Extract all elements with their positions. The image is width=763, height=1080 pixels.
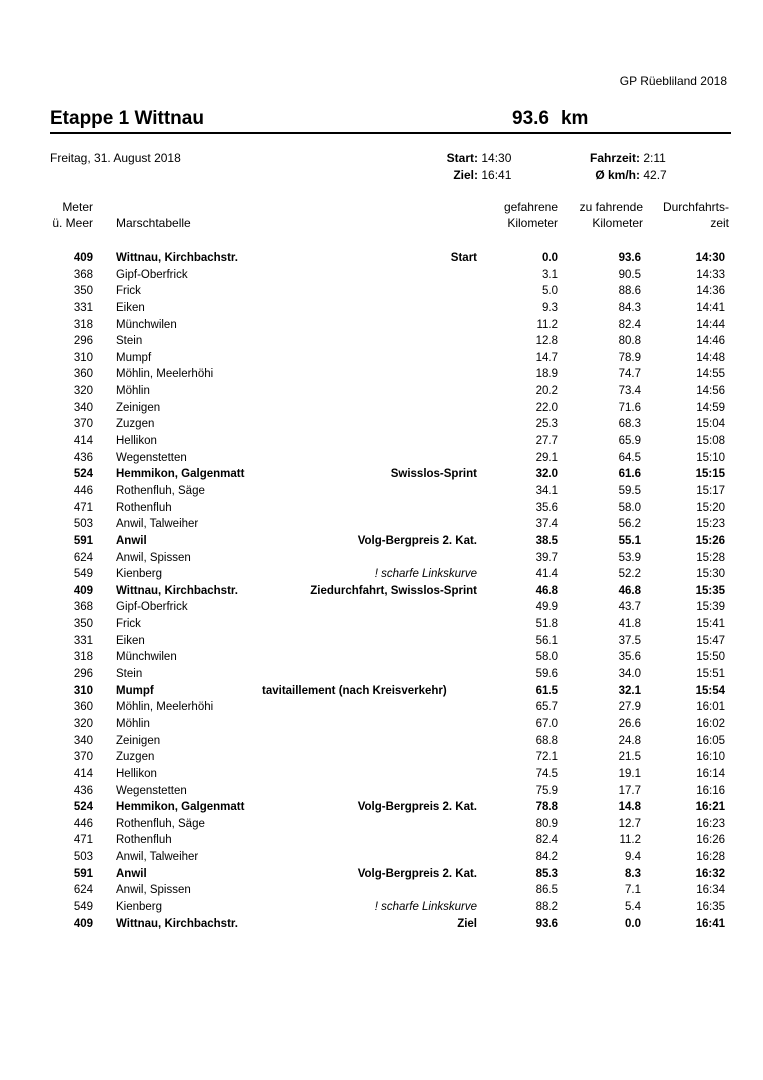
row-altitude: 446 <box>73 484 93 497</box>
row-km-remaining: 17.7 <box>618 784 641 797</box>
fahrzeit-label: Fahrzeit: <box>589 151 640 165</box>
race-name: GP Rüebliland 2018 <box>619 74 727 88</box>
row-altitude: 360 <box>73 701 93 714</box>
row-pass-time: 14:59 <box>696 401 725 414</box>
ziel-value: 16:41 <box>481 168 512 182</box>
row-km-remaining: 24.8 <box>618 734 641 747</box>
row-location: Kienberg <box>116 568 163 581</box>
row-km-ridden: 34.1 <box>535 484 558 497</box>
stage-title-row <box>50 108 730 132</box>
row-km-ridden: 12.8 <box>535 335 558 348</box>
row-location: Hemmikon, Galgenmatt <box>116 801 245 814</box>
row-location: Hellikon <box>116 435 157 448</box>
row-note: ! scharfe Linkskurve <box>374 900 477 913</box>
row-km-remaining: 71.6 <box>618 401 641 414</box>
table-row <box>0 416 763 433</box>
row-km-ridden: 78.8 <box>535 801 558 814</box>
row-km-ridden: 9.3 <box>542 301 558 314</box>
row-pass-time: 15:28 <box>696 551 725 564</box>
row-note: Volg-Bergpreis 2. Kat. <box>357 801 477 814</box>
row-altitude: 310 <box>73 351 93 364</box>
row-location: Rothenfluh, Säge <box>116 484 205 497</box>
row-location: Eiken <box>116 301 145 314</box>
table-row <box>0 433 763 450</box>
row-note: ! scharfe Linkskurve <box>374 568 477 581</box>
row-km-ridden: 39.7 <box>535 551 558 564</box>
row-location: Rothenfluh <box>116 501 172 514</box>
table-row <box>0 583 763 600</box>
row-altitude: 296 <box>73 668 93 681</box>
col-head-gefahrene <box>504 199 558 231</box>
row-location: Wegenstetten <box>116 784 187 797</box>
row-km-remaining: 41.8 <box>618 618 641 631</box>
row-location: Anwil, Talweiher <box>116 851 199 864</box>
row-location: Anwil, Spissen <box>116 884 191 897</box>
row-pass-time: 14:56 <box>696 385 725 398</box>
row-pass-time: 16:28 <box>696 851 725 864</box>
table-row <box>0 366 763 383</box>
row-altitude: 320 <box>73 385 93 398</box>
row-km-remaining: 5.4 <box>625 900 641 913</box>
row-altitude: 350 <box>73 618 93 631</box>
table-row <box>0 849 763 866</box>
row-pass-time: 16:14 <box>696 767 725 780</box>
finish-time <box>430 168 511 182</box>
row-km-remaining: 53.9 <box>618 551 641 564</box>
stage-distance <box>512 108 588 130</box>
row-altitude: 331 <box>73 634 93 647</box>
row-pass-time: 16:26 <box>696 834 725 847</box>
row-km-remaining: 90.5 <box>618 268 641 281</box>
table-row <box>0 599 763 616</box>
row-km-remaining: 0.0 <box>625 917 641 930</box>
row-km-ridden: 80.9 <box>535 817 558 830</box>
row-km-remaining: 73.4 <box>618 385 641 398</box>
row-km-ridden: 22.0 <box>535 401 558 414</box>
row-km-remaining: 55.1 <box>618 534 641 547</box>
row-km-remaining: 74.7 <box>618 368 641 381</box>
table-row <box>0 466 763 483</box>
table-row <box>0 683 763 700</box>
col-head-gefahrene-line1: gefahrene <box>503 200 558 214</box>
table-row <box>0 333 763 350</box>
row-km-remaining: 26.6 <box>618 717 641 730</box>
table-row <box>0 649 763 666</box>
row-pass-time: 16:35 <box>696 900 725 913</box>
row-km-remaining: 80.8 <box>618 335 641 348</box>
row-altitude: 318 <box>73 651 93 664</box>
table-row <box>0 832 763 849</box>
row-km-remaining: 27.9 <box>618 701 641 714</box>
table-row <box>0 699 763 716</box>
table-row <box>0 450 763 467</box>
row-pass-time: 15:17 <box>696 484 725 497</box>
stage-distance-unit: km <box>560 108 589 129</box>
kmh-label: Ø km/h: <box>595 168 640 182</box>
row-pass-time: 15:41 <box>696 618 725 631</box>
table-row <box>0 267 763 284</box>
table-row <box>0 350 763 367</box>
table-row <box>0 566 763 583</box>
row-km-remaining: 56.2 <box>618 518 641 531</box>
row-altitude: 471 <box>73 834 93 847</box>
table-row <box>0 716 763 733</box>
row-pass-time: 15:39 <box>696 601 725 614</box>
col-head-meter-line2: ü. Meer <box>52 216 93 230</box>
row-altitude: 591 <box>73 534 93 547</box>
row-km-ridden: 74.5 <box>535 767 558 780</box>
row-km-remaining: 32.1 <box>618 684 641 697</box>
row-km-ridden: 85.3 <box>535 867 558 880</box>
row-pass-time: 14:41 <box>696 301 725 314</box>
row-pass-time: 15:50 <box>696 651 725 664</box>
table-row <box>0 250 763 267</box>
row-location: Anwil, Spissen <box>116 551 191 564</box>
row-km-ridden: 84.2 <box>535 851 558 864</box>
table-row <box>0 783 763 800</box>
row-pass-time: 14:36 <box>696 285 725 298</box>
row-pass-time: 16:05 <box>696 734 725 747</box>
row-altitude: 591 <box>73 867 93 880</box>
row-km-ridden: 59.6 <box>535 668 558 681</box>
row-altitude: 370 <box>73 751 93 764</box>
row-note: Ziel <box>457 917 477 930</box>
row-km-remaining: 58.0 <box>618 501 641 514</box>
row-km-ridden: 46.8 <box>535 584 558 597</box>
row-altitude: 624 <box>73 551 93 564</box>
table-row <box>0 300 763 317</box>
row-location: Rothenfluh <box>116 834 172 847</box>
col-head-zu-fahrende-line2: Kilometer <box>592 216 643 230</box>
row-km-ridden: 65.7 <box>535 701 558 714</box>
row-altitude: 549 <box>73 900 93 913</box>
row-km-ridden: 72.1 <box>535 751 558 764</box>
table-row <box>0 500 763 517</box>
row-altitude: 318 <box>73 318 93 331</box>
row-location: Zuzgen <box>116 418 155 431</box>
row-note: Volg-Bergpreis 2. Kat. <box>357 534 477 547</box>
row-location: Wittnau, Kirchbachstr. <box>116 584 238 597</box>
row-km-remaining: 68.3 <box>618 418 641 431</box>
row-altitude: 503 <box>73 851 93 864</box>
row-note: Volg-Bergpreis 2. Kat. <box>357 867 477 880</box>
row-km-ridden: 49.9 <box>535 601 558 614</box>
table-row <box>0 866 763 883</box>
row-location: Möhlin <box>116 717 150 730</box>
table-row <box>0 882 763 899</box>
col-head-durchfahrtszeit-line2: zeit <box>710 216 729 230</box>
row-km-remaining: 93.6 <box>618 252 641 264</box>
row-altitude: 331 <box>73 301 93 314</box>
row-pass-time: 14:46 <box>696 335 725 348</box>
row-altitude: 446 <box>73 817 93 830</box>
kmh-value: 42.7 <box>643 168 667 182</box>
row-location: Frick <box>116 285 141 298</box>
row-altitude: 624 <box>73 884 93 897</box>
row-altitude: 320 <box>73 717 93 730</box>
row-location: Eiken <box>116 634 145 647</box>
row-km-remaining: 64.5 <box>618 451 641 464</box>
row-note: tavitaillement (nach Kreisverkehr) <box>262 684 447 697</box>
row-km-remaining: 52.2 <box>618 568 641 581</box>
row-pass-time: 16:41 <box>695 917 725 930</box>
row-altitude: 503 <box>73 518 93 531</box>
row-km-ridden: 0.0 <box>542 252 558 264</box>
row-altitude: 436 <box>73 451 93 464</box>
col-head-meter-line1: Meter <box>62 200 93 214</box>
row-km-remaining: 61.6 <box>618 468 641 481</box>
row-altitude: 409 <box>73 252 93 264</box>
col-head-durchfahrtszeit <box>663 199 729 231</box>
row-altitude: 414 <box>73 767 93 780</box>
row-km-remaining: 46.8 <box>618 584 641 597</box>
row-location: Hemmikon, Galgenmatt <box>116 468 245 481</box>
table-row <box>0 283 763 300</box>
col-head-meter <box>45 199 93 231</box>
row-location: Zeinigen <box>116 734 161 747</box>
row-location: Wegenstetten <box>116 451 187 464</box>
row-location: Mumpf <box>116 684 154 697</box>
row-km-remaining: 7.1 <box>625 884 641 897</box>
row-km-ridden: 29.1 <box>535 451 558 464</box>
row-pass-time: 14:33 <box>696 268 725 281</box>
row-km-ridden: 20.2 <box>535 385 558 398</box>
row-km-ridden: 75.9 <box>535 784 558 797</box>
table-row <box>0 317 763 334</box>
table-row <box>0 550 763 567</box>
row-km-remaining: 37.5 <box>618 634 641 647</box>
table-row <box>0 749 763 766</box>
row-km-ridden: 68.8 <box>535 734 558 747</box>
row-pass-time: 16:01 <box>696 701 725 714</box>
average-speed <box>576 168 667 182</box>
row-pass-time: 15:20 <box>696 501 725 514</box>
title-rule <box>50 132 731 134</box>
ziel-label: Ziel: <box>453 168 478 182</box>
row-km-remaining: 59.5 <box>618 484 641 497</box>
start-value: 14:30 <box>481 151 512 165</box>
row-location: Stein <box>116 668 143 681</box>
row-km-remaining: 9.4 <box>625 851 641 864</box>
row-pass-time: 14:44 <box>696 318 725 331</box>
row-km-remaining: 35.6 <box>618 651 641 664</box>
row-location: Rothenfluh, Säge <box>116 817 205 830</box>
row-altitude: 436 <box>73 784 93 797</box>
route-table <box>0 250 763 932</box>
col-head-gefahrene-line2: Kilometer <box>507 216 558 230</box>
row-km-remaining: 11.2 <box>619 834 641 847</box>
row-km-ridden: 11.2 <box>536 318 558 331</box>
row-km-ridden: 38.5 <box>535 534 558 547</box>
col-head-name: Marschtabelle <box>116 216 191 230</box>
row-altitude: 370 <box>73 418 93 431</box>
ride-time <box>576 151 666 165</box>
table-row <box>0 533 763 550</box>
row-km-ridden: 37.4 <box>535 518 558 531</box>
row-km-remaining: 65.9 <box>618 435 641 448</box>
row-altitude: 414 <box>73 435 93 448</box>
start-label: Start: <box>446 151 478 165</box>
row-km-ridden: 56.1 <box>535 634 558 647</box>
row-altitude: 471 <box>73 501 93 514</box>
stage-distance-value: 93.6 <box>512 108 549 129</box>
row-altitude: 524 <box>73 468 93 481</box>
row-km-ridden: 86.5 <box>535 884 558 897</box>
row-pass-time: 14:48 <box>696 351 725 364</box>
row-km-remaining: 12.7 <box>618 817 641 830</box>
start-time <box>430 151 511 165</box>
table-row <box>0 733 763 750</box>
row-altitude: 409 <box>73 584 93 597</box>
stage-title: Etappe 1 Wittnau <box>50 108 204 129</box>
row-altitude: 310 <box>73 684 93 697</box>
row-km-ridden: 35.6 <box>535 501 558 514</box>
row-km-ridden: 41.4 <box>535 568 558 581</box>
row-km-ridden: 82.4 <box>535 834 558 847</box>
row-location: Stein <box>116 335 143 348</box>
row-km-ridden: 18.9 <box>535 368 558 381</box>
row-pass-time: 15:47 <box>696 634 725 647</box>
row-location: Münchwilen <box>116 651 177 664</box>
row-km-remaining: 34.0 <box>618 668 641 681</box>
row-altitude: 368 <box>73 268 93 281</box>
row-pass-time: 15:30 <box>696 568 725 581</box>
row-pass-time: 14:30 <box>695 252 725 264</box>
row-km-remaining: 82.4 <box>618 318 641 331</box>
col-head-durchfahrtszeit-line1: Durchfahrts- <box>662 200 729 214</box>
row-altitude: 350 <box>73 285 93 298</box>
table-row <box>0 633 763 650</box>
row-location: Zuzgen <box>116 751 155 764</box>
row-altitude: 549 <box>73 568 93 581</box>
row-km-ridden: 3.1 <box>542 268 558 281</box>
table-row <box>0 916 763 933</box>
row-altitude: 368 <box>73 601 93 614</box>
table-row <box>0 516 763 533</box>
table-row <box>0 799 763 816</box>
row-pass-time: 15:26 <box>695 534 725 547</box>
table-row <box>0 483 763 500</box>
row-km-ridden: 58.0 <box>535 651 558 664</box>
row-km-ridden: 5.0 <box>542 285 558 298</box>
row-km-ridden: 67.0 <box>535 717 558 730</box>
table-row <box>0 899 763 916</box>
row-km-remaining: 14.8 <box>618 801 641 814</box>
fahrzeit-value: 2:11 <box>643 151 666 165</box>
row-altitude: 409 <box>73 917 93 930</box>
row-pass-time: 15:54 <box>695 684 725 697</box>
table-row <box>0 766 763 783</box>
row-km-ridden: 14.7 <box>535 351 558 364</box>
stage-date: Freitag, 31. August 2018 <box>50 151 181 165</box>
row-location: Münchwilen <box>116 318 177 331</box>
row-location: Zeinigen <box>116 401 161 414</box>
row-km-ridden: 93.6 <box>535 917 558 930</box>
row-km-ridden: 27.7 <box>535 435 558 448</box>
row-pass-time: 15:51 <box>696 668 725 681</box>
row-pass-time: 16:02 <box>696 717 725 730</box>
row-location: Möhlin, Meelerhöhi <box>116 368 214 381</box>
row-location: Kienberg <box>116 900 163 913</box>
row-km-remaining: 78.9 <box>618 351 641 364</box>
row-pass-time: 14:55 <box>696 368 725 381</box>
col-head-zu-fahrende <box>580 199 643 231</box>
row-pass-time: 15:08 <box>696 435 725 448</box>
row-km-ridden: 32.0 <box>535 468 558 481</box>
table-row <box>0 616 763 633</box>
row-location: Anwil, Talweiher <box>116 518 199 531</box>
row-location: Wittnau, Kirchbachstr. <box>116 252 238 264</box>
row-note: Start <box>450 252 477 264</box>
row-location: Wittnau, Kirchbachstr. <box>116 917 238 930</box>
row-altitude: 296 <box>73 335 93 348</box>
table-row <box>0 666 763 683</box>
row-note: Ziedurchfahrt, Swisslos-Sprint <box>310 584 477 597</box>
row-km-remaining: 19.1 <box>618 767 641 780</box>
col-head-zu-fahrende-line1: zu fahrende <box>579 200 643 214</box>
row-pass-time: 15:10 <box>696 451 725 464</box>
row-location: Möhlin <box>116 385 150 398</box>
row-location: Hellikon <box>116 767 157 780</box>
row-km-remaining: 21.5 <box>618 751 641 764</box>
row-pass-time: 16:16 <box>696 784 725 797</box>
row-km-ridden: 61.5 <box>535 684 558 697</box>
row-km-ridden: 88.2 <box>535 900 558 913</box>
row-altitude: 340 <box>73 401 93 414</box>
row-note: Swisslos-Sprint <box>390 468 477 481</box>
row-pass-time: 15:04 <box>696 418 725 431</box>
row-pass-time: 16:34 <box>696 884 725 897</box>
row-km-ridden: 51.8 <box>535 618 558 631</box>
row-location: Frick <box>116 618 141 631</box>
row-km-remaining: 88.6 <box>618 285 641 298</box>
table-row <box>0 816 763 833</box>
row-altitude: 340 <box>73 734 93 747</box>
row-location: Mumpf <box>116 351 152 364</box>
row-km-remaining: 43.7 <box>618 601 641 614</box>
row-pass-time: 16:23 <box>696 817 725 830</box>
row-location: Möhlin, Meelerhöhi <box>116 701 214 714</box>
row-location: Anwil <box>116 534 147 547</box>
row-km-remaining: 84.3 <box>618 301 641 314</box>
row-pass-time: 15:15 <box>695 468 725 481</box>
row-pass-time: 16:10 <box>696 751 725 764</box>
row-location: Gipf-Oberfrick <box>116 268 188 281</box>
row-pass-time: 16:32 <box>695 867 725 880</box>
row-pass-time: 16:21 <box>695 801 725 814</box>
row-altitude: 524 <box>73 801 93 814</box>
table-row <box>0 383 763 400</box>
row-km-remaining: 8.3 <box>625 867 641 880</box>
row-location: Gipf-Oberfrick <box>116 601 188 614</box>
row-altitude: 360 <box>73 368 93 381</box>
row-location: Anwil <box>116 867 147 880</box>
row-km-ridden: 25.3 <box>535 418 558 431</box>
table-row <box>0 400 763 417</box>
row-pass-time: 15:23 <box>696 518 725 531</box>
row-pass-time: 15:35 <box>695 584 725 597</box>
